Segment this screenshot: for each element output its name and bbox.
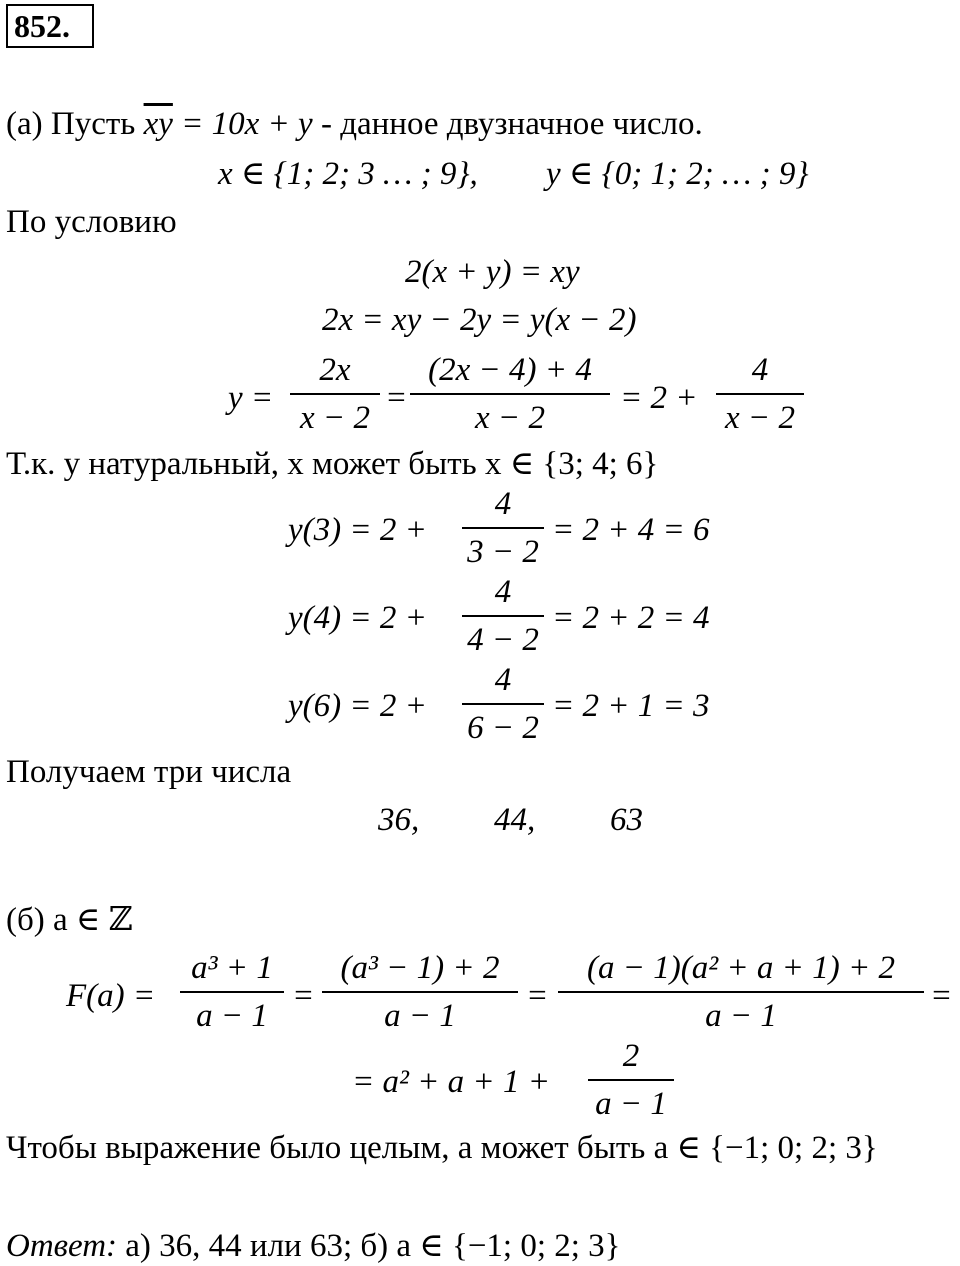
part-b-lhs: F(a) = — [66, 978, 156, 1014]
answer-line — [6, 1226, 621, 1266]
fraction-numerator: 4 — [494, 574, 512, 610]
fraction-numerator: (2x − 4) + 4 — [428, 352, 592, 388]
part-b-intro: (б) a ∈ ℤ — [6, 902, 133, 938]
part-b-line2-fraction — [588, 1036, 674, 1124]
answer-text: а) 36, 44 или 63; б) a ∈ {−1; 0; 2; 3} — [117, 1228, 621, 1264]
fraction-denominator: a − 1 — [384, 998, 456, 1034]
fraction-denominator: x − 2 — [475, 400, 545, 436]
row-1-lhs: y(3) = 2 + — [288, 512, 427, 548]
part-b-equals-1: = — [292, 978, 315, 1014]
fraction-bar — [290, 393, 380, 395]
fraction-bar — [180, 991, 284, 993]
part-b-line2-lhs: = a² + a + 1 + — [352, 1064, 550, 1100]
fraction-numerator: (a³ − 1) + 2 — [340, 950, 500, 986]
row-2-fraction — [462, 572, 544, 660]
fraction-denominator: 4 − 2 — [467, 622, 539, 658]
part-a-label: (а) Пусть — [6, 106, 136, 142]
fraction-bar — [410, 393, 610, 395]
fraction-bar — [462, 527, 544, 529]
equation-3-mid: = 2 + — [620, 380, 698, 416]
fraction-numerator: 4 — [494, 662, 512, 698]
part-b-equals-2: = — [526, 978, 549, 1014]
row-2-rhs: = 2 + 2 = 4 — [552, 600, 710, 636]
fraction-denominator: x − 2 — [725, 400, 795, 436]
row-3-rhs: = 2 + 1 = 3 — [552, 688, 710, 724]
row-3-lhs: y(6) = 2 + — [288, 688, 427, 724]
part-b-fraction-2 — [322, 948, 518, 1036]
problem-number: 852. — [14, 8, 70, 44]
result-number-2: 44, — [494, 802, 536, 838]
fraction-bar — [462, 615, 544, 617]
fraction-4-over-x-2 — [716, 350, 804, 438]
domain-x: x ∈ {1; 2; 3 … ; 9}, — [218, 156, 478, 192]
row-1-rhs: = 2 + 4 = 6 — [552, 512, 710, 548]
fraction-numerator: 2 — [622, 1038, 640, 1074]
fraction-denominator: a − 1 — [196, 998, 268, 1034]
part-b-fraction-1 — [180, 948, 284, 1036]
result-label: Получаем три числа — [6, 754, 292, 790]
since-text: Т.к. y натуральный, x может быть x ∈ {3; 4; 6} — [6, 446, 659, 482]
answer-label: Ответ: — [6, 1228, 118, 1264]
number-expression: = 10x + y — [172, 106, 313, 142]
equals-sign: = — [385, 380, 408, 416]
fraction-denominator: x − 2 — [300, 400, 370, 436]
condition-label: По условию — [6, 204, 177, 240]
fraction-denominator: 6 − 2 — [467, 710, 539, 746]
fraction-numerator: 4 — [751, 352, 769, 388]
two-digit-number-notation: $\overline{xy}$ — [143, 106, 173, 142]
equation-1: 2(x + y) = xy — [405, 254, 580, 290]
result-number-1: 36, — [378, 802, 420, 838]
row-1-fraction — [462, 484, 544, 572]
fraction-denominator: 3 − 2 — [467, 534, 539, 570]
fraction-numerator: a³ + 1 — [191, 950, 273, 986]
fraction-bar — [462, 703, 544, 705]
fraction-bar — [716, 393, 804, 395]
fraction-denominator: a − 1 — [595, 1086, 667, 1122]
fraction-2x-over-x-2 — [290, 350, 380, 438]
fraction-bar — [558, 991, 924, 993]
part-a-intro-line — [6, 104, 703, 144]
domain-y: y ∈ {0; 1; 2; … ; 9} — [546, 156, 809, 192]
part-a-description: - данное двузначное число. — [312, 106, 703, 142]
fraction-bar — [588, 1079, 674, 1081]
row-3-fraction — [462, 660, 544, 748]
fraction-2x-4-plus-4 — [410, 350, 610, 438]
equation-2: 2x = xy − 2y = y(x − 2) — [322, 302, 637, 338]
equation-3-lhs: y = — [228, 380, 274, 416]
result-number-3: 63 — [610, 802, 643, 838]
fraction-bar — [322, 991, 518, 993]
fraction-numerator: 2x — [319, 352, 351, 388]
fraction-numerator: 4 — [494, 486, 512, 522]
part-b-equals-3: = — [930, 978, 953, 1014]
fraction-numerator: (a − 1)(a² + a + 1) + 2 — [587, 950, 895, 986]
problem-number-box — [6, 4, 94, 48]
part-b-fraction-3 — [558, 948, 924, 1036]
row-2-lhs: y(4) = 2 + — [288, 600, 427, 636]
fraction-denominator: a − 1 — [705, 998, 777, 1034]
part-b-conclusion: Чтобы выражение было целым, a может быть a ∈ {−1; 0; 2; 3} — [6, 1130, 878, 1166]
